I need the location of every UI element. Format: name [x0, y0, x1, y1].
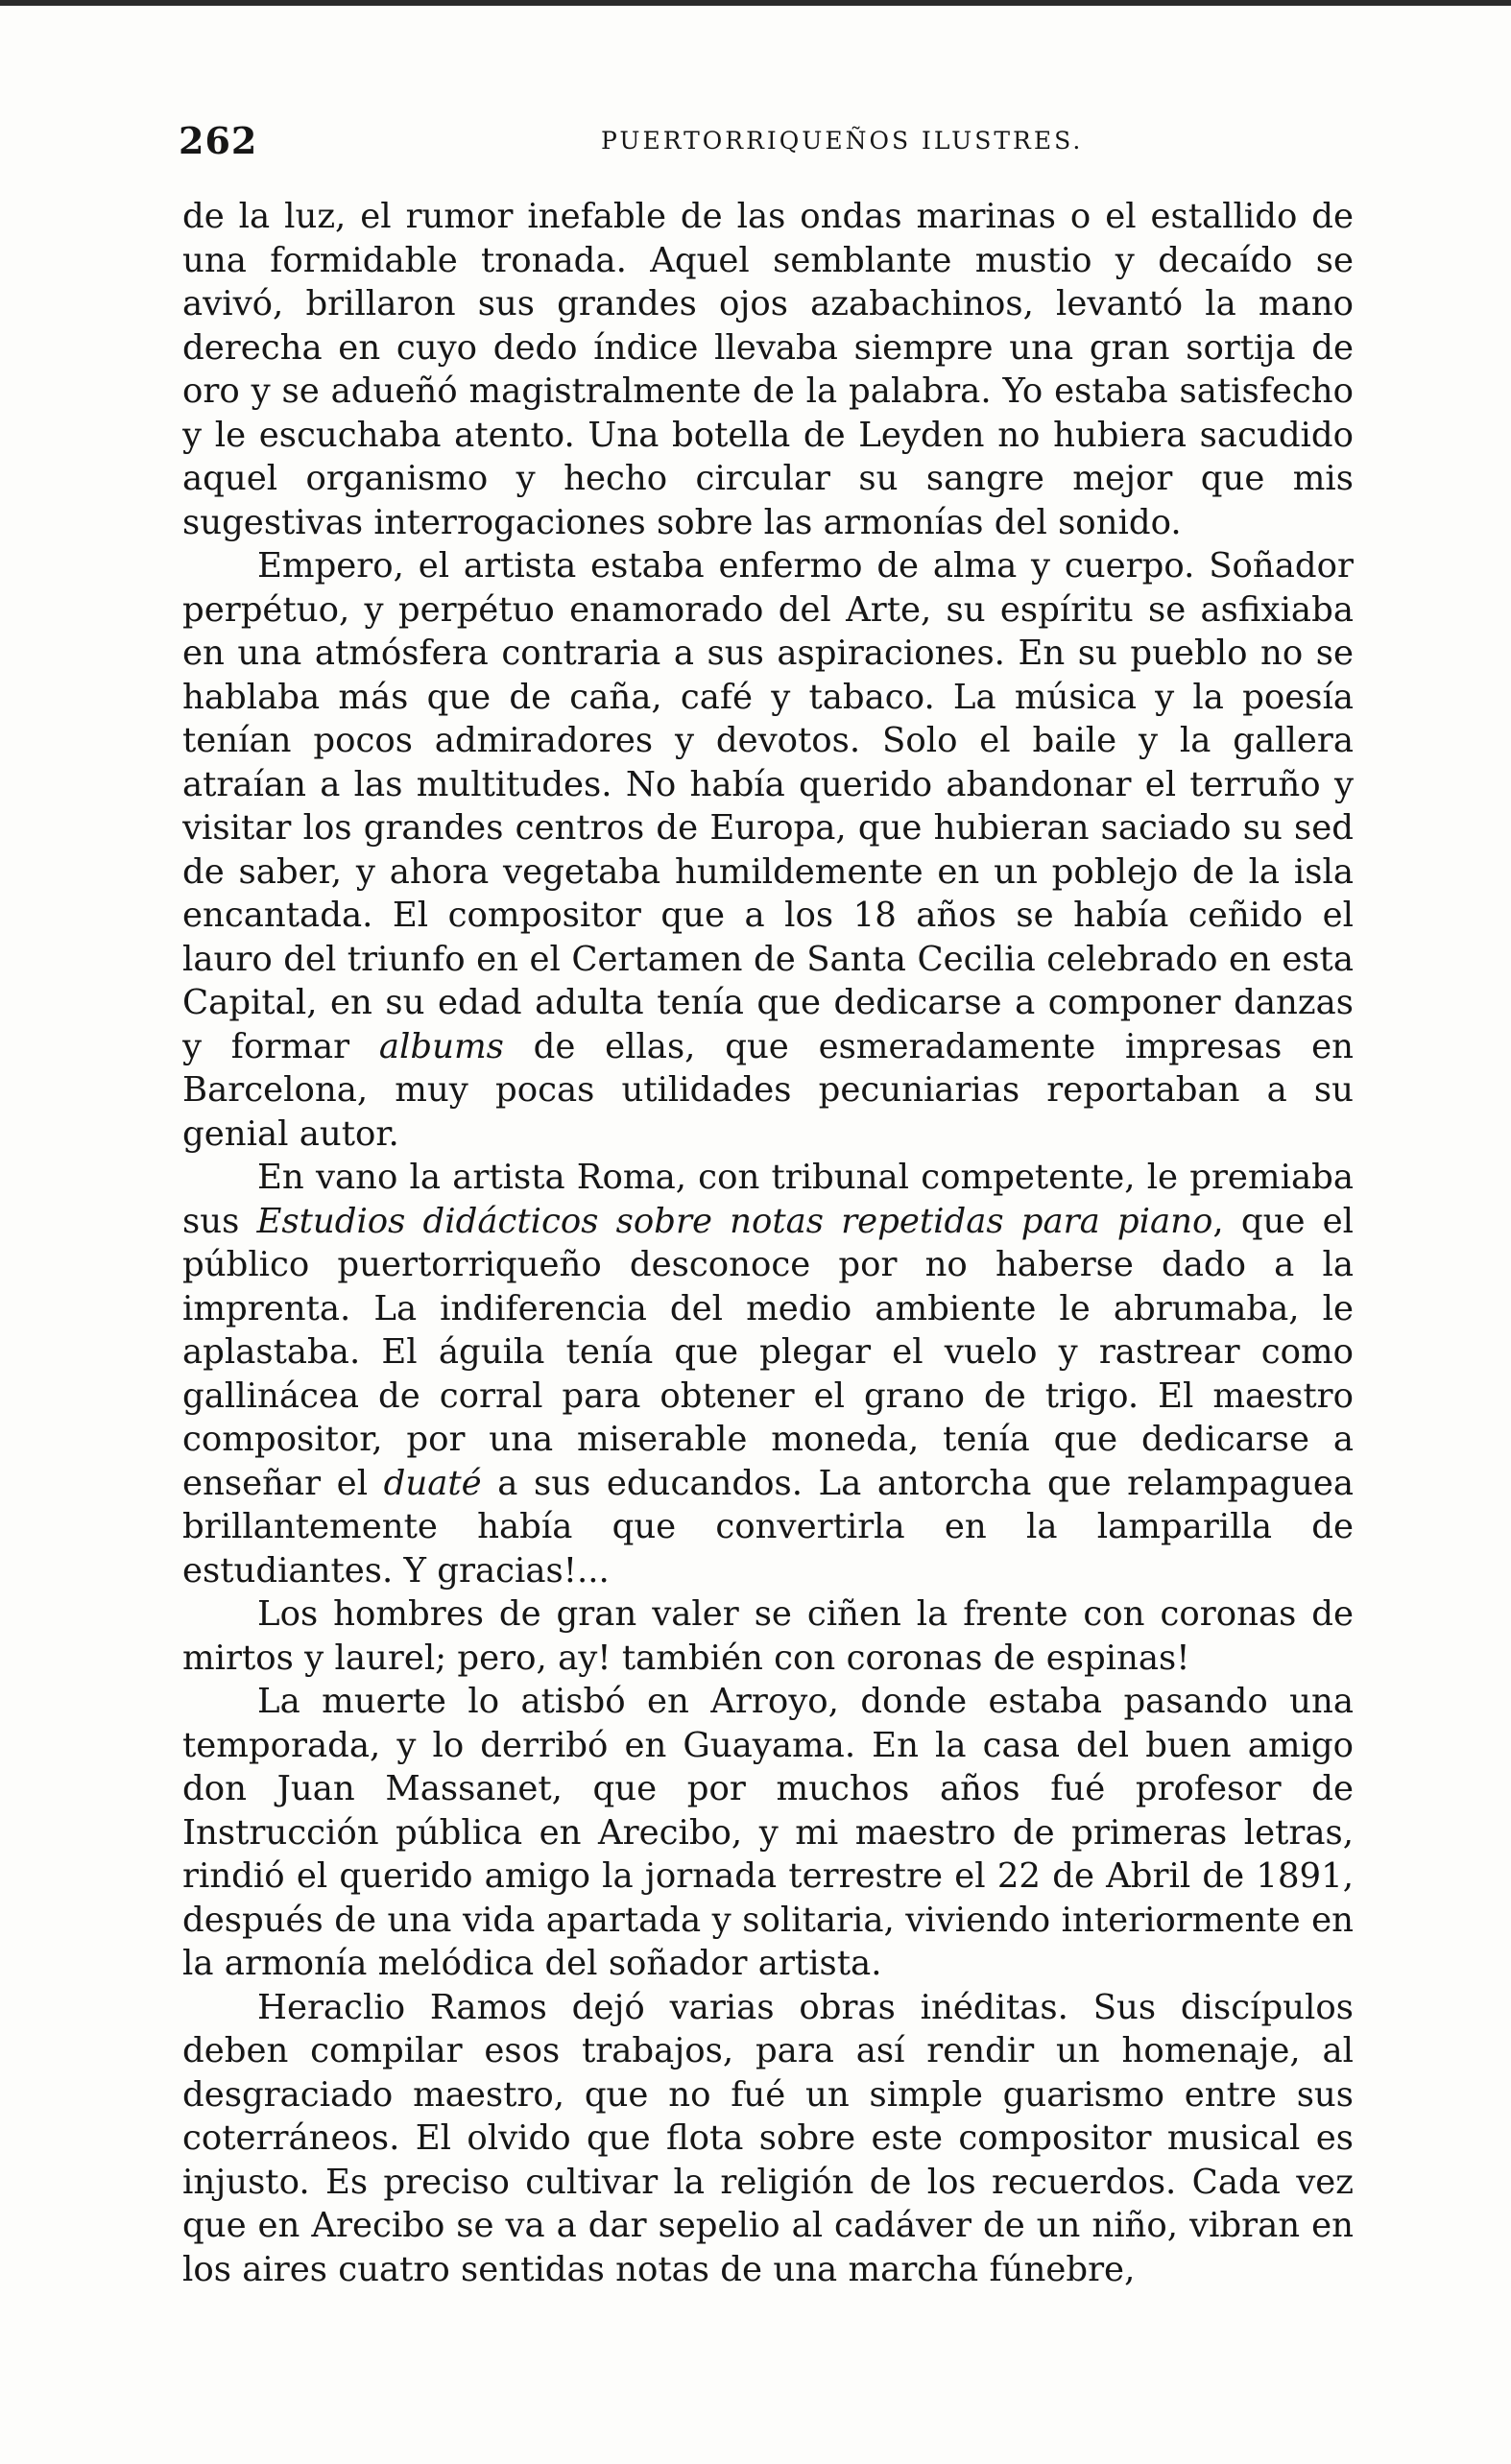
page-number: 262 — [179, 119, 258, 162]
paragraph — [182, 195, 1354, 544]
body-text — [182, 195, 1354, 2431]
running-title: PUERTORRIQUEÑOS ILUSTRES. — [601, 127, 1084, 155]
page-header — [179, 119, 1359, 167]
text-run: Empero, el artista estaba enfermo de alma y cuerpo. Soñador perpétuo, y perpétuo enamorado del Arte, su espíritu se asfixiaba en una atmósfera contraria a sus aspiraciones. En su pueblo no se hablaba más que de caña, café y tabaco. La música y la poesía tenían pocos admiradores y devotos. Solo el baile y la gallera atraían a las multitudes. No había querido abandonar el terruño y visitar los grandes centros de Europa, que hubieran saciado su sed de saber, y ahora vegetaba humildemente en un poblejo de la isla encantada. El compositor que a los 18 años se había ceñido el lauro del triunfo en el Certamen de Santa Cecilia celebrado en esta Capital, en su edad adulta tenía que dedicarse a componer danzas y formar — [182, 546, 1354, 1066]
top-edge-rule — [0, 0, 1511, 6]
italic-text: Estudios didácticos sobre notas repetidas para piano — [256, 1201, 1213, 1241]
italic-text: albums — [378, 1026, 504, 1066]
text-run: a sus educandos. La antorcha que relampaguea brillantemente había que convertirla en la lamparilla de estudiantes. Y gracias!... — [182, 1463, 1354, 1591]
text-run: En vano la artista Roma, con tribunal competente, le premiaba sus — [182, 1158, 1354, 1241]
text-run: La muerte lo atisbó en Arroyo, donde estaba pasando una temporada, y lo derribó en Guayama. En la casa del buen amigo don Juan Massanet, que por muchos años fué profesor de Instrucción pública en Arecibo, y mi maestro de primeras letras, rindió el querido amigo la jornada terrestre el 22 de Abril de 1891, después de una vida apartada y solitaria, viviendo interiormente en la armonía melódica del soñador artista. — [182, 1682, 1354, 1983]
text-run: Los hombres de gran valer se ciñen la frente con coronas de mirtos y laurel; pero, ay! también con coronas de espinas! — [182, 1594, 1354, 1678]
paragraph — [182, 1156, 1354, 1592]
text-run: de ellas, que esmeradamente impresas en Barcelona, muy pocas utilidades pecuniarias reportaban a su genial autor. — [182, 1026, 1354, 1154]
paragraph — [182, 1592, 1354, 1680]
italic-text: duaté — [383, 1463, 482, 1503]
text-run: Heraclio Ramos dejó varias obras inéditas. Sus discípulos deben compilar esos trabajos, para así rendir un homenaje, al desgraciado maestro, que no fué un simple guarismo entre sus coterráneos. El olvido que flota sobre este compositor musical es injusto. Es preciso cultivar la religión de los recuerdos. Cada vez que en Arecibo se va a dar sepelio al cadáver de un niño, vibran en los aires cuatro sentidas notas de una marcha fúnebre, — [182, 1987, 1354, 2289]
text-run: , que el público puertorriqueño desconoce por no haberse dado a la imprenta. La indiferencia del medio ambiente le abrumaba, le aplastaba. El águila tenía que plegar el vuelo y rastrear como gallinácea de corral para obtener el grano de trigo. El maestro compositor, por una miserable moneda, tenía que dedicarse a enseñar el — [182, 1201, 1354, 1503]
paragraph — [182, 544, 1354, 1156]
paragraph — [182, 1680, 1354, 1986]
text-run: de la luz, el rumor inefable de las ondas marinas o el estallido de una formidable tronada. Aquel semblante mustio y decaído se avivó, brillaron sus grandes ojos azabachinos, levantó la mano derecha en cuyo dedo índice llevaba siempre una gran sortija de oro y se adueñó magistralmente de la palabra. Yo estaba satisfecho y le escuchaba atento. Una botella de Leyden no hubiera sacudido aquel organismo y hecho circular su sangre mejor que mis sugestivas interrogaciones sobre las armonías del sonido. — [182, 197, 1354, 542]
paragraph — [182, 1986, 1354, 2292]
